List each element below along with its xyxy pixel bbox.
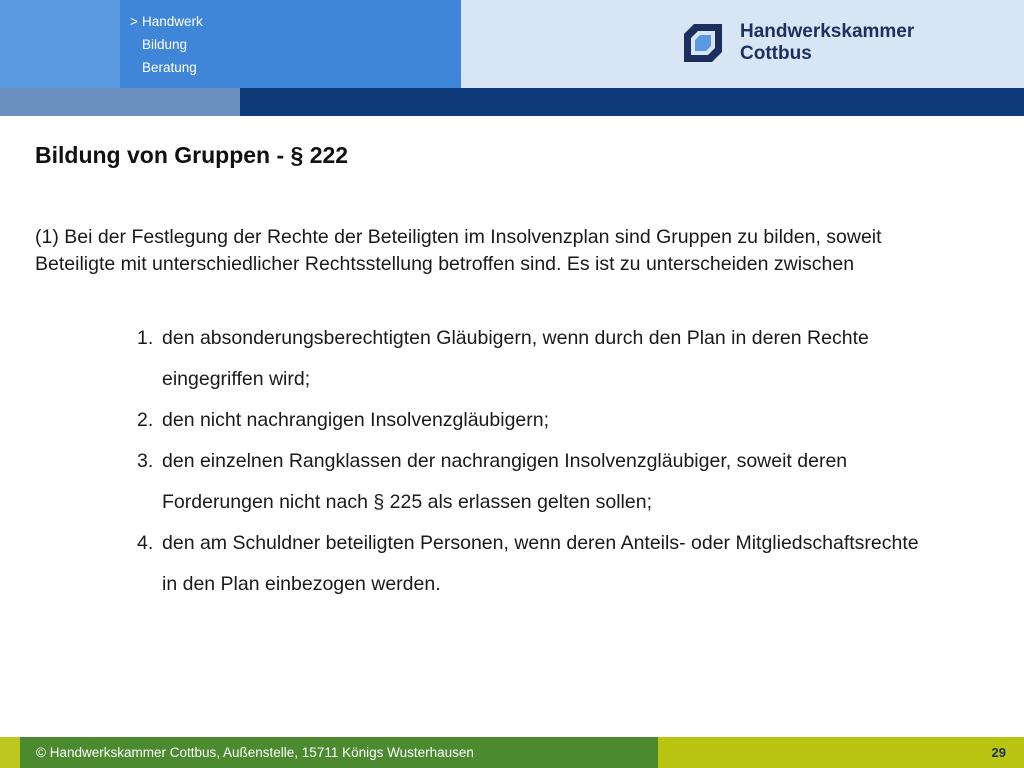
footer-bar-right: [658, 737, 1024, 768]
chevron-right-icon: >: [130, 14, 138, 29]
list-item-number: 4.: [137, 532, 154, 554]
logo-line-2: Cottbus: [740, 43, 812, 64]
list-item: [137, 318, 937, 400]
list-item-number: 1.: [137, 327, 154, 349]
header: [0, 0, 1024, 88]
footer-copyright: © Handwerkskammer Cottbus, Außenstelle, 15711 Königs Wusterhausen: [36, 745, 474, 760]
chamber-logo-icon: [684, 24, 722, 62]
chamber-logo-text: [740, 21, 914, 65]
list-item: [137, 523, 937, 605]
list-item: [137, 400, 937, 441]
header-left-block: [0, 0, 120, 88]
tagline-item-handwerk: > Handwerk: [130, 10, 203, 33]
header-band-light: [0, 88, 240, 116]
logo-line-1: Handwerkskammer: [740, 21, 915, 42]
list-item-number: 2.: [137, 409, 154, 431]
page-number: 29: [991, 745, 1006, 760]
header-band-navy: [240, 88, 1024, 116]
paragraph-intro: (1) Bei der Festlegung der Rechte der Beteiligten im Insolvenzplan sind Gruppen zu bilden, soweit Beteiligte mit unterschiedlicher Rechtsstellung betroffen sind. Es ist zu unterscheiden zwischen: [35, 226, 882, 275]
footer-edge: [0, 737, 20, 768]
slide-title: Bildung von Gruppen - § 222: [35, 142, 349, 168]
tagline-item-bildung: Bildung: [142, 37, 188, 52]
group-list: [137, 318, 937, 605]
list-item-text: den am Schuldner beteiligten Personen, wenn deren Anteils- oder Mitgliedschaftsrechte in den Plan einbezogen werden.: [162, 532, 919, 595]
list-item: [137, 441, 937, 523]
tagline: [130, 10, 203, 79]
list-item-number: 3.: [137, 450, 154, 472]
tagline-item-beratung: Beratung: [142, 60, 197, 75]
list-item-text: den nicht nachrangigen Insolvenzgläubigern;: [162, 409, 550, 431]
list-item-text: den einzelnen Rangklassen der nachrangigen Insolvenzgläubiger, soweit deren Forderungen nicht nach § 225 als erlassen gelten sollen;: [162, 450, 848, 513]
list-item-text: den absonderungsberechtigten Gläubigern, wenn durch den Plan in deren Rechte eingegriffen wird;: [162, 327, 869, 390]
